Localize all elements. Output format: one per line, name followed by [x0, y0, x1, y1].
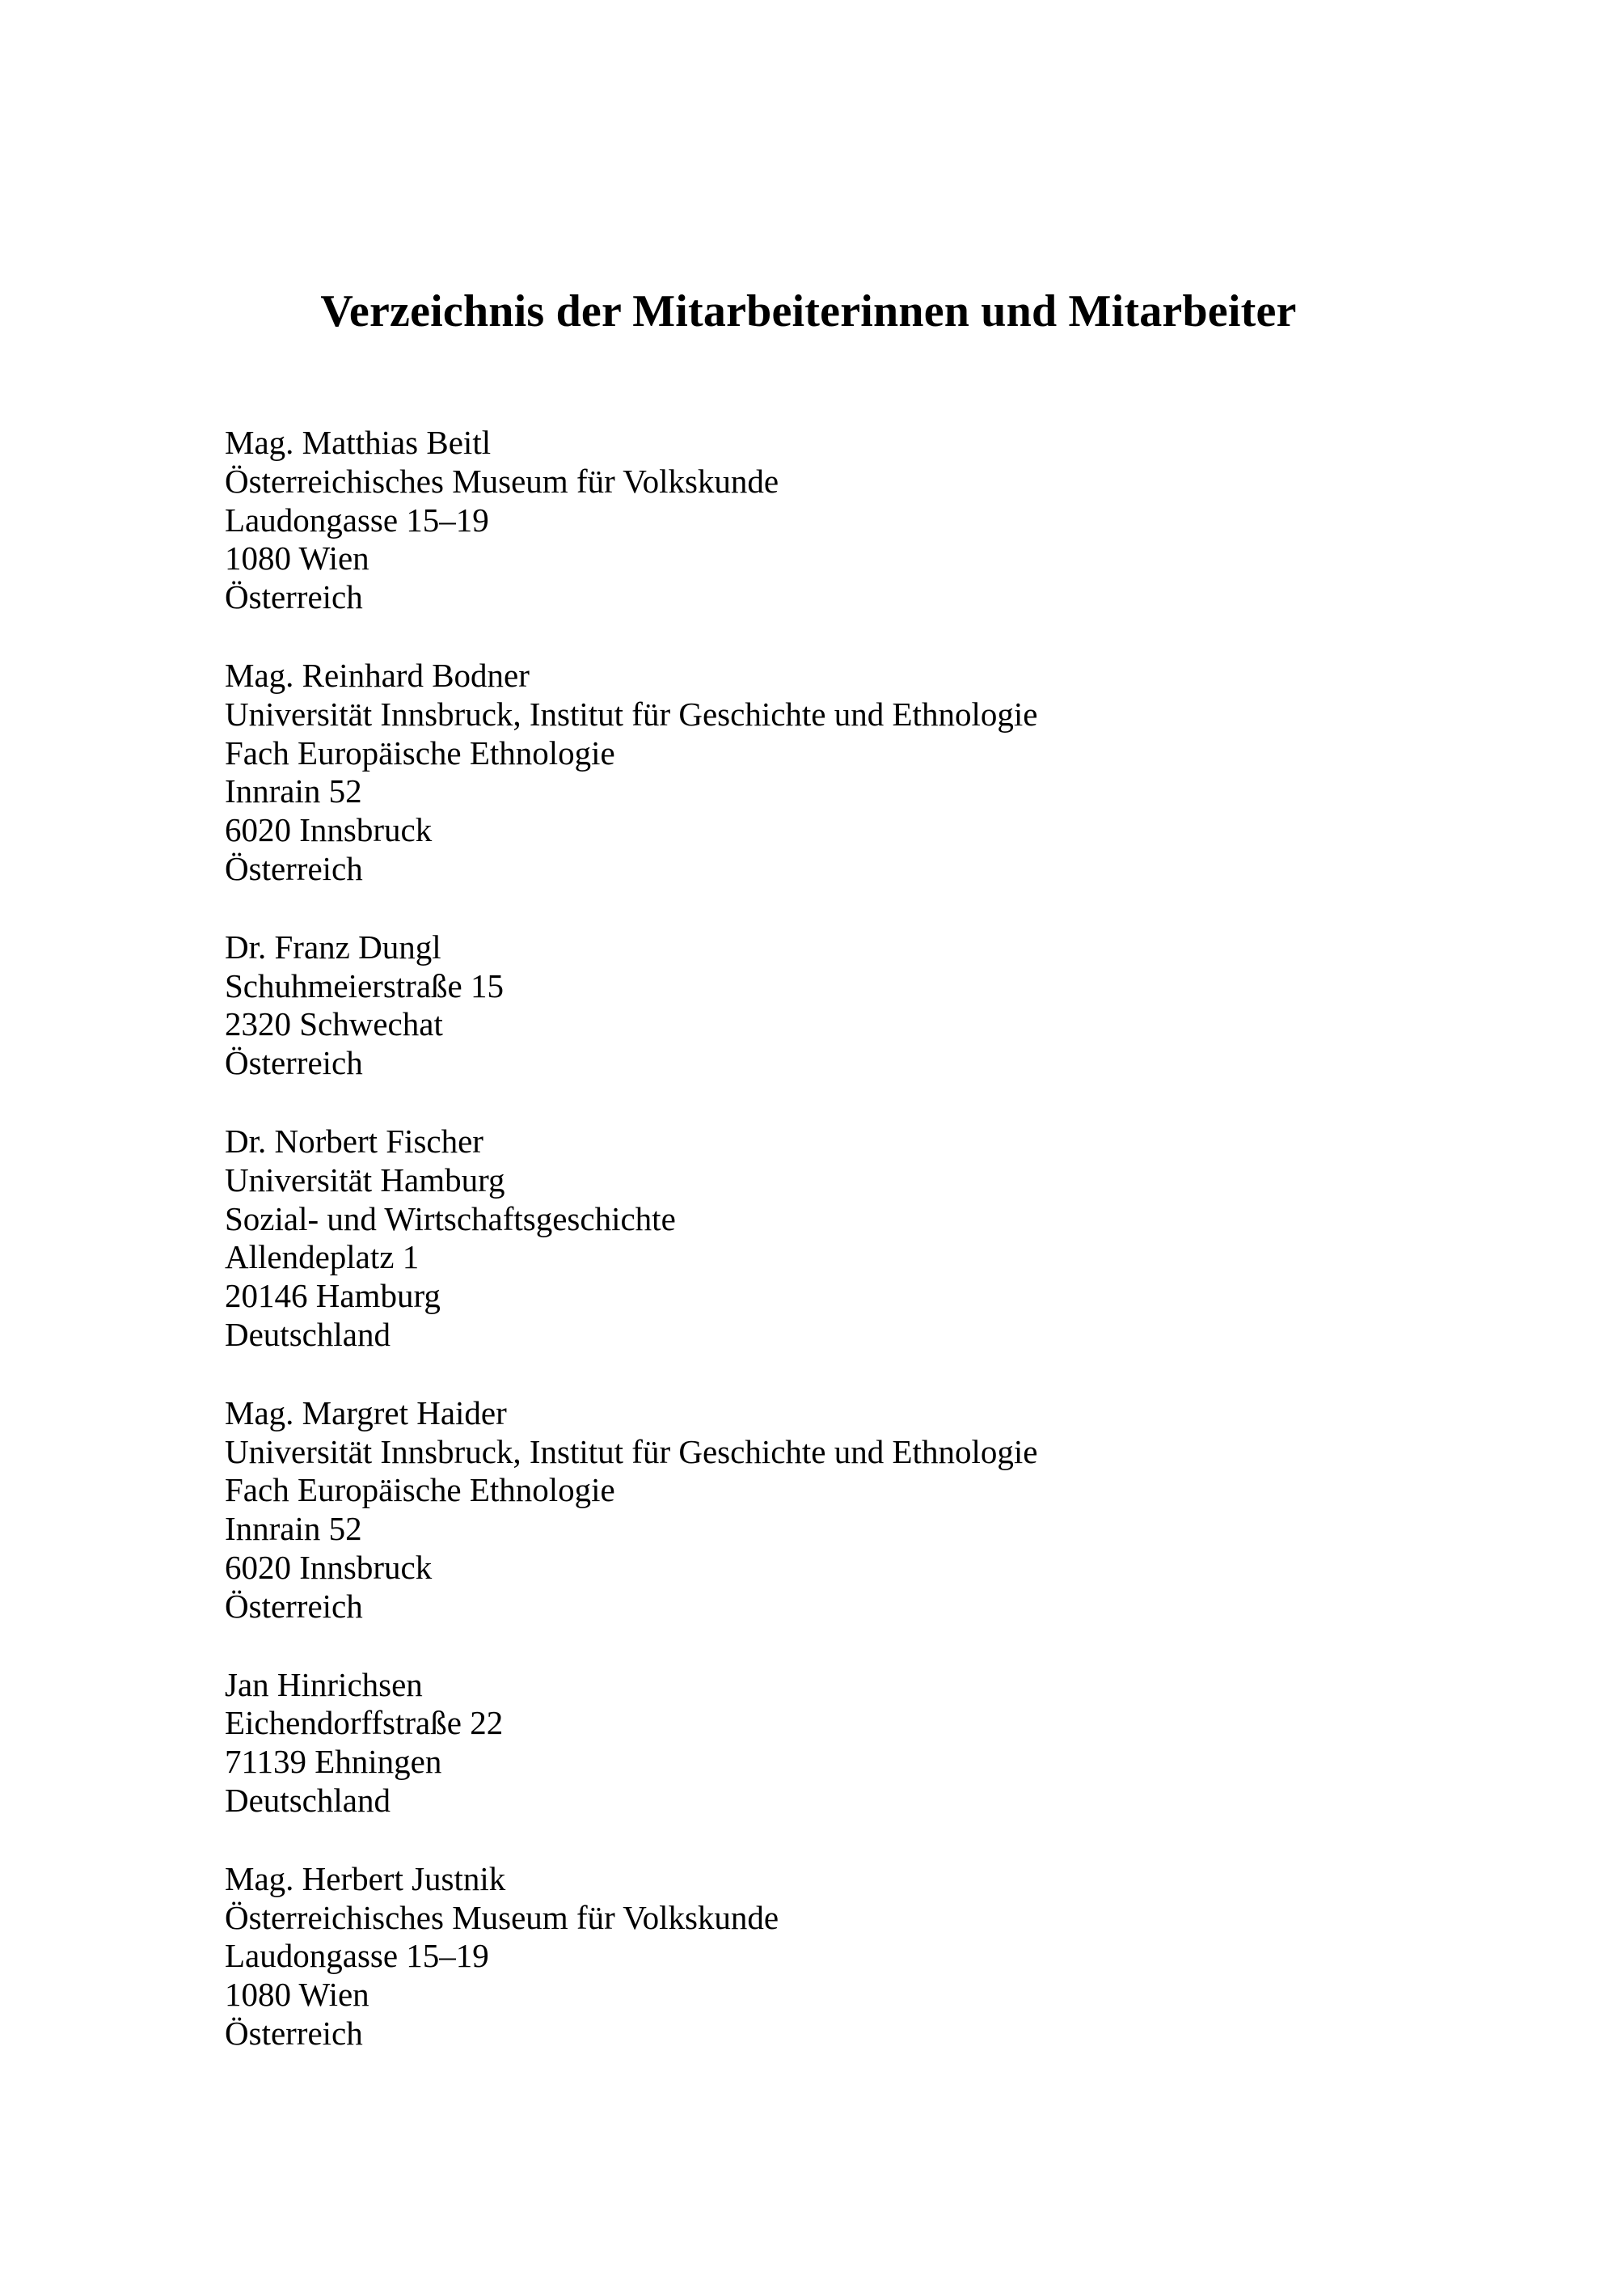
address-line: Fach Europäische Ethnologie — [225, 734, 615, 772]
address-line: Schuhmeierstraße 15 — [225, 966, 504, 1004]
address-line: Fach Europäische Ethnologie — [225, 1471, 615, 1509]
contributor-name: Mag. Margret Haider — [225, 1393, 507, 1431]
address-line: Laudongasse 15–19 — [225, 1937, 489, 1975]
address-line: 2320 Schwechat — [225, 1005, 443, 1043]
address-line: 1080 Wien — [225, 1976, 369, 2014]
contributor-entry — [225, 928, 1518, 1083]
contributor-entry — [225, 424, 1518, 617]
address-line: Österreich — [225, 849, 363, 887]
address-line: Österreichisches Museum für Volkskunde — [225, 1898, 779, 1936]
address-line: 1080 Wien — [225, 539, 369, 577]
address-line: 6020 Innsbruck — [225, 811, 433, 849]
contributor-entry — [225, 1860, 1518, 2053]
address-line: Österreich — [225, 1044, 363, 1082]
address-line: Eichendorffstraße 22 — [225, 1704, 504, 1742]
address-line: Innrain 52 — [225, 1510, 362, 1548]
address-line: Österreich — [225, 578, 363, 616]
contributor-name: Jan Hinrichsen — [225, 1665, 423, 1703]
contributor-name: Mag. Herbert Justnik — [225, 1859, 506, 1897]
address-line: Österreich — [225, 1587, 363, 1625]
address-line: 6020 Innsbruck — [225, 1548, 433, 1586]
address-line: Deutschland — [225, 1781, 391, 1819]
contributor-entry — [225, 1666, 1518, 1820]
contributor-name: Mag. Matthias Beitl — [225, 424, 492, 461]
address-line: Deutschland — [225, 1315, 391, 1353]
address-line: Österreichisches Museum für Volkskunde — [225, 462, 779, 500]
contributor-entry — [225, 1394, 1518, 1626]
address-line: 20146 Hamburg — [225, 1277, 441, 1315]
contributor-name: Dr. Franz Dungl — [225, 928, 441, 966]
address-line: Sozial- und Wirtschaftsgeschichte — [225, 1199, 676, 1237]
address-line: Laudongasse 15–19 — [225, 501, 489, 539]
address-line: Österreich — [225, 2014, 363, 2052]
address-line: Universität Hamburg — [225, 1161, 505, 1199]
address-line: Universität Innsbruck, Institut für Geschichte und Ethnologie — [225, 1432, 1038, 1470]
contributor-entry — [225, 657, 1518, 889]
address-line: Universität Innsbruck, Institut für Geschichte und Ethnologie — [225, 695, 1038, 733]
page-title: Verzeichnis der Mitarbeiterinnen und Mitarbeiter — [320, 286, 1297, 336]
contributor-entry — [225, 1123, 1518, 1355]
address-line: Allendeplatz 1 — [225, 1238, 420, 1276]
address-line: 71139 Ehningen — [225, 1743, 442, 1781]
contributor-name: Dr. Norbert Fischer — [225, 1122, 483, 1160]
contributor-name: Mag. Reinhard Bodner — [225, 656, 530, 694]
contributor-list — [225, 424, 1518, 2093]
address-line: Innrain 52 — [225, 772, 362, 810]
